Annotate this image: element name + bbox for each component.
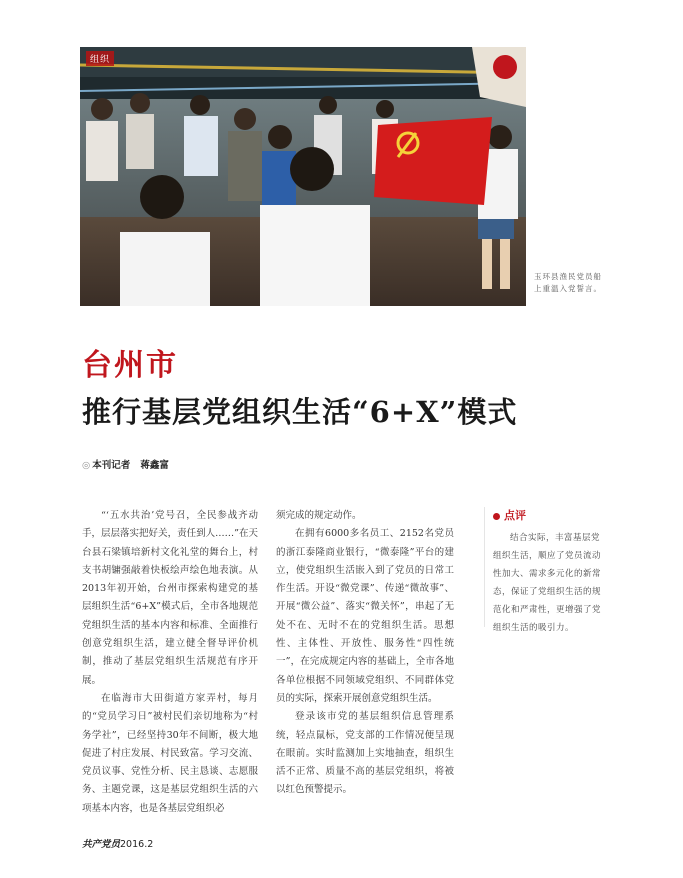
article-column-1 [82, 507, 258, 818]
byline-name: 蒋鑫富 [140, 460, 169, 471]
divider [484, 507, 485, 627]
comment-body: 结合实际，丰富基层党组织生活，顺应了党员流动性加大、需求多元化的新常态，保证了党组织生活的规范化和严肃性，更增强了党组织生活的吸引力。 [493, 533, 602, 633]
party-flag-icon [374, 117, 492, 205]
bullet-icon [493, 513, 500, 520]
paragraph: “‘五水共治’党号召，全民参战齐动手，层层落实把好关，责任到人……”在天台县石梁镇培新村文化礼堂的舞台上，村支书胡镛强敲着快板绘声绘色地表演。从2013年初开始，台州市探索构建党的基层组织生活“6+X”模式后，全市各地规范党组织生活的基本内容和标准、全面推行创意党组织生活，建立健全督导评价机制，推动了基层党组织生活规范有序开展。 [82, 510, 258, 686]
photo-caption: 玉环县渔民党员船上重温入党誓言。 [534, 272, 602, 293]
article-photo [80, 47, 526, 306]
byline [82, 457, 169, 471]
article-column-2 [276, 507, 454, 800]
photo-illustration [80, 47, 526, 306]
page-footer [82, 836, 153, 850]
issue-number: 2016.2 [120, 839, 154, 850]
byline-mark: ◎ [82, 460, 91, 471]
page-title: 推行基层党组织生活“6+X”模式 [82, 395, 518, 429]
paragraph: 须完成的规定动作。 [276, 510, 362, 521]
paragraph: 在临海市大田街道方家弄村，每月的“党员学习日”被村民们亲切地称为“村务学社”，已经坚持30年不间断，极大地促进了村庄发展、村民致富。学习交流、党员议事、党性分析、民主恳谈、志愿服务、主题党课，这是基层党组织生活的六项基本内容，也是各基层党组织必 [82, 692, 258, 814]
comment-heading: 点评 [493, 507, 605, 523]
city-title: 台州市 [82, 348, 178, 383]
section-tag: 组织 [86, 51, 114, 66]
paragraph: 登录该市党的基层组织信息管理系统，轻点鼠标，党支部的工作情况便呈现在眼前。实时监测加上实地抽查，组织生活不正常、质量不高的基层党组织，将被以红色预警提示。 [276, 711, 454, 796]
byline-role: 本刊记者 [92, 460, 131, 471]
paragraph: 在拥有6000多名员工、2152名党员的浙江泰隆商业银行，“微泰隆”平台的建立，使党组织生活嵌入到了党员的日常工作生活。开设“微党课”、传递“微故事”、开展“微公益”、落实“微关怀”，串起了无处不在、无时不在的党组织生活。思想性、主体性、开放性、服务性“四性统一”，在完成规定内容的基础上，全市各地各单位根据不同领域党组织、不同群体党员的实际，探索开展创意党组织生活。 [276, 528, 454, 704]
comment-box [493, 507, 605, 637]
magazine-logo: 共产党员 [82, 839, 121, 850]
